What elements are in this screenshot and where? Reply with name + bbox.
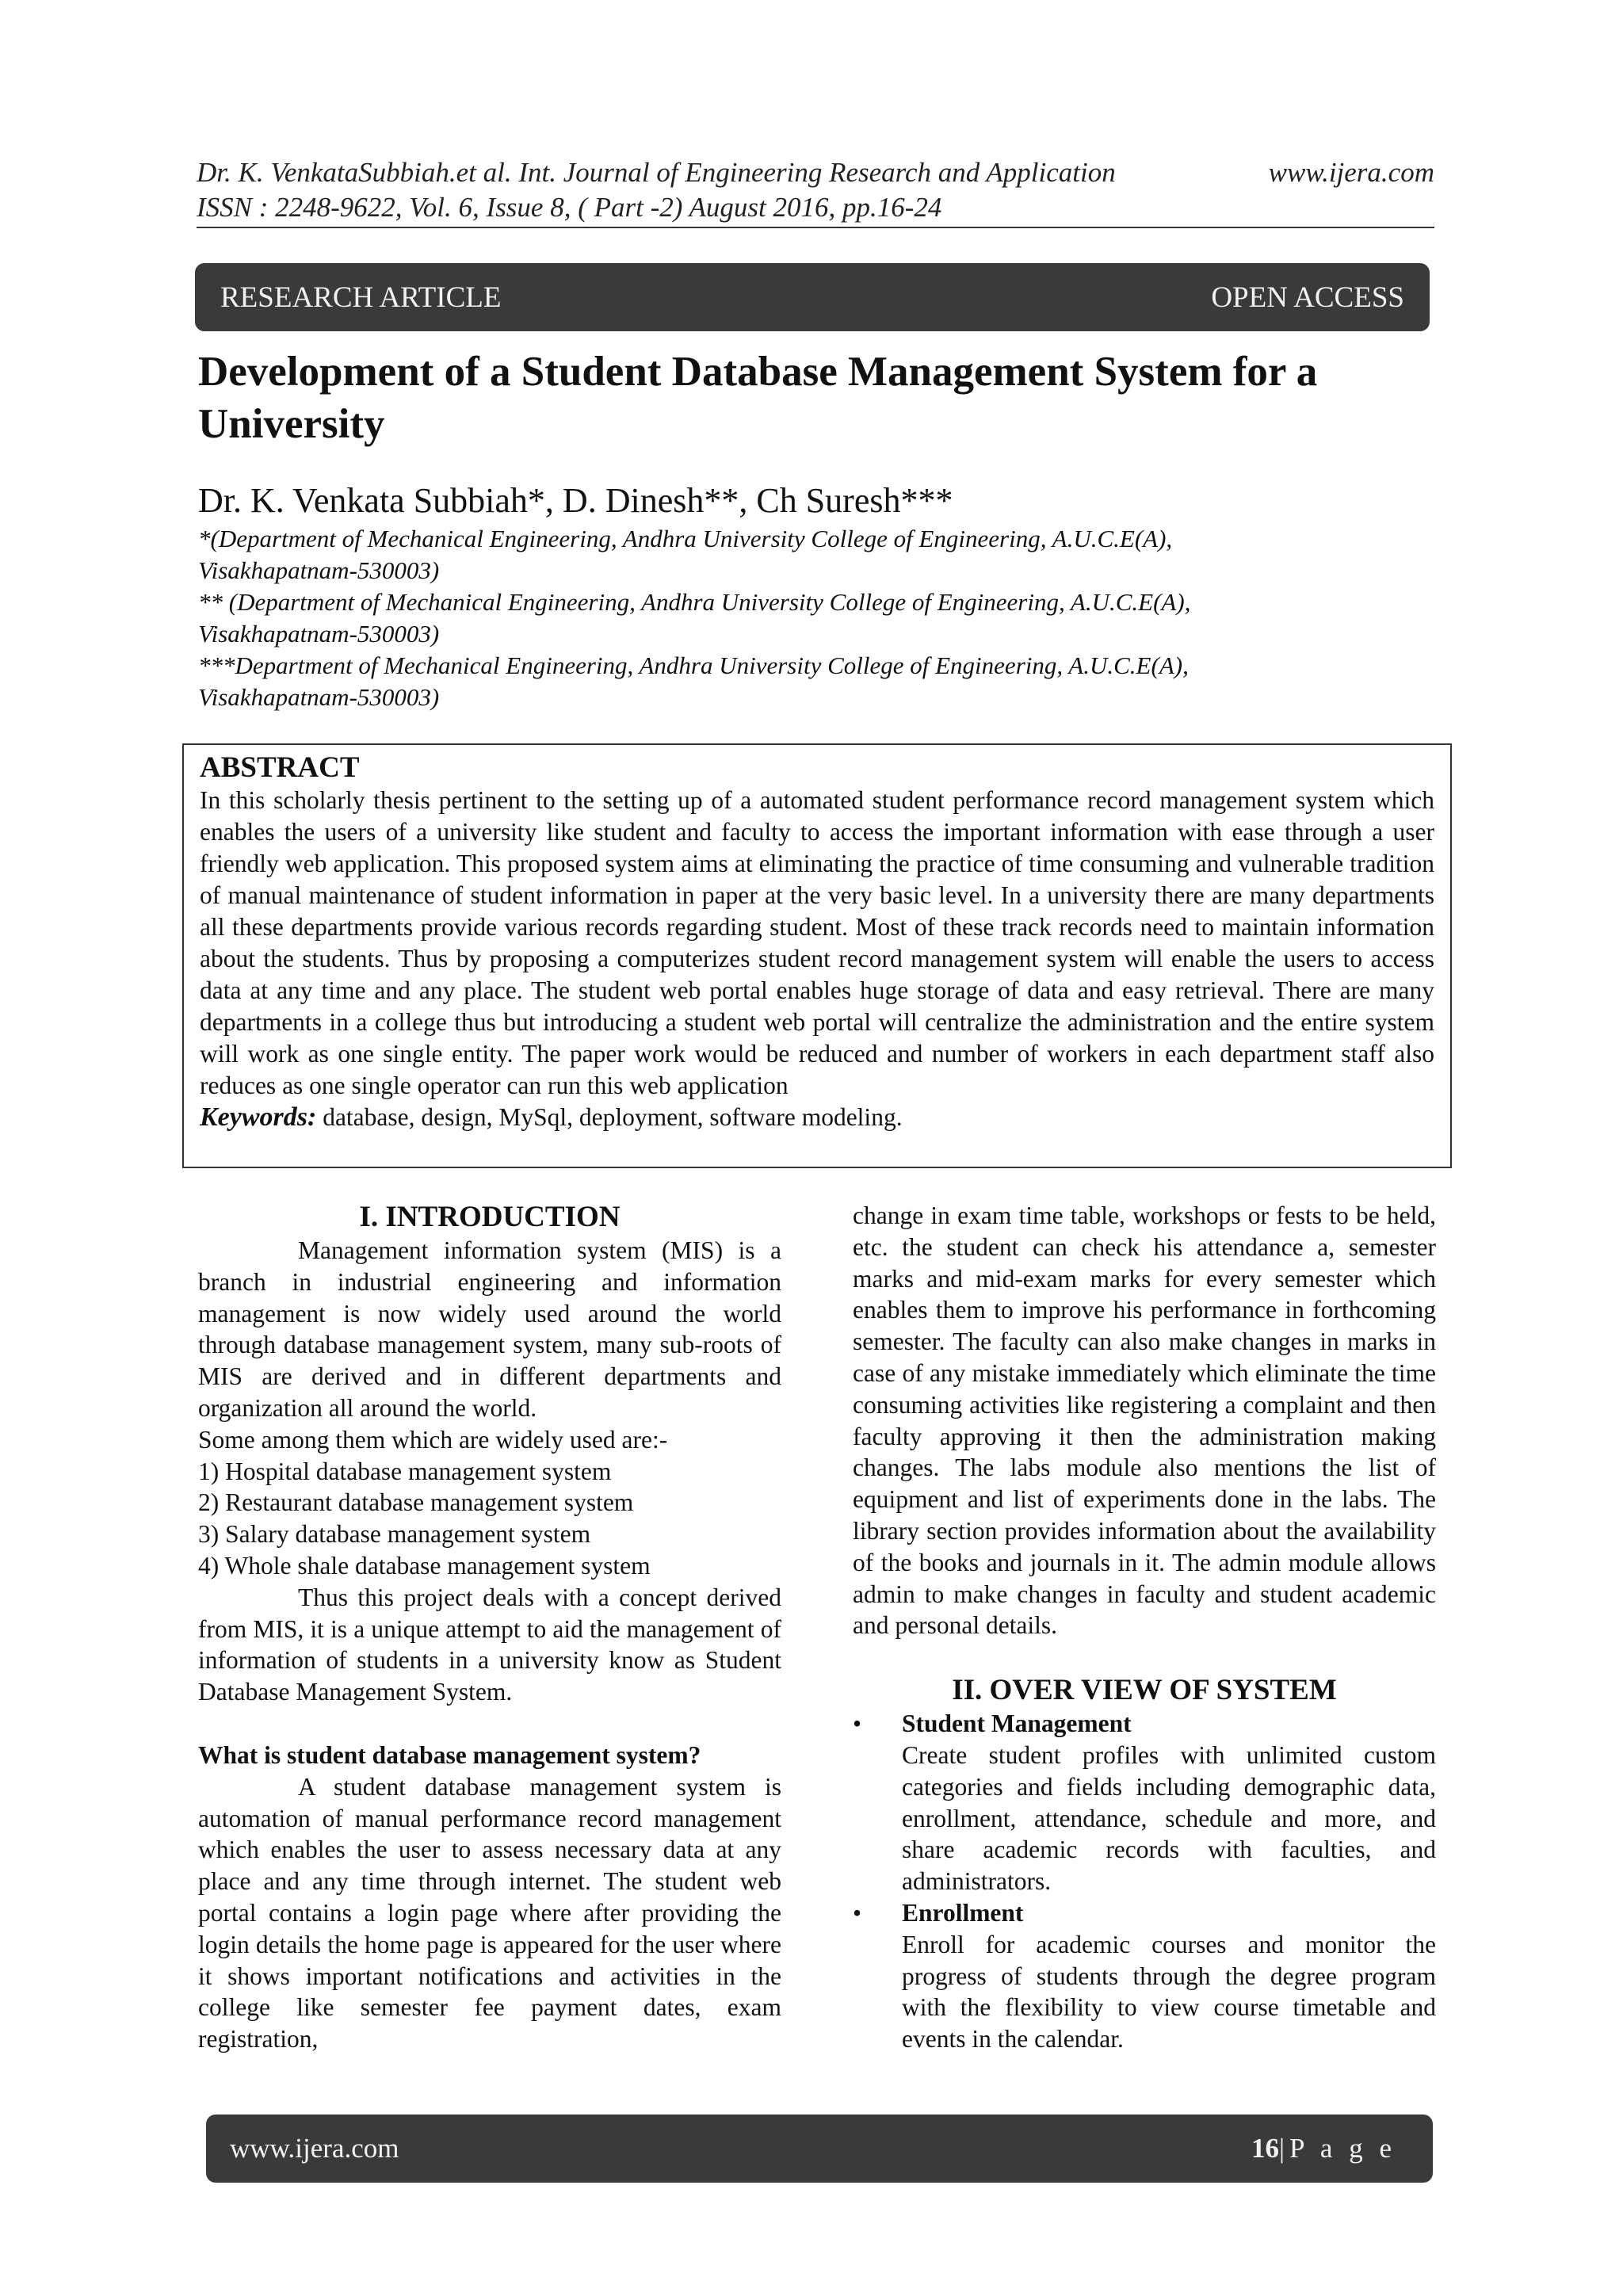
abstract-text: In this scholarly thesis pertinent to the setting up of a automated student performance record management system which enables the users of a university like student and faculty to access the important information with ease through a user friendly web application. This proposed system aims at eliminating the practice of time consuming and vulnerable tradition of manual maintenance of student information in paper at the very basic level. In a university there are many departments all these departments provide various records regarding student. Most of these track records need to maintain information about the students. Thus by proposing a computerizes student record management system will enable the users to access data at any time and any place. The student web portal enables huge storage of data and easy retrieval. There are many departments in a college thus but introducing a student web portal will centralize the administration and the entire system will work as one single entity. The paper work would be reduced and number of workers in each department staff also reduces as one single operator can run this web application — [200, 786, 1434, 1099]
bullet-text: Create student profiles with unlimited custom categories and fields including demographic data, enrollment, attendance, schedule and more, and share academic records with faculties, and administrators. — [902, 1740, 1436, 1896]
article-type-banner — [195, 263, 1430, 331]
bullet-item-student-management — [853, 1708, 1436, 1897]
introduction-heading: I. INTRODUCTION — [359, 1201, 621, 1233]
affiliation-line: *(Department of Mechanical Engineering, Andhra University College of Engineering, A.U.C.E(A), — [198, 525, 1173, 552]
issn-line: ISSN : 2248-9622, Vol. 6, Issue 8, ( Part -2) August 2016, pp.16-24 — [197, 192, 942, 223]
bullet-dot-icon: • — [853, 1710, 862, 1738]
affiliation-line: Visakhapatnam-530003) — [198, 556, 440, 584]
intro-paragraph-2: Thus this project deals with a concept derived from MIS, it is a unique attempt to aid the management of information of students in a university know as Student Database Management System. — [198, 1583, 781, 1706]
article-type-label: RESEARCH ARTICLE — [220, 281, 502, 314]
abstract-heading: ABSTRACT — [200, 751, 360, 784]
subsection-heading: What is student database management system? — [198, 1740, 701, 1769]
affiliations — [198, 523, 1434, 713]
access-type-label: OPEN ACCESS — [1211, 281, 1404, 314]
paper-title: Development of a Student Database Management System for a University — [198, 349, 1318, 447]
running-header — [197, 155, 1434, 225]
page-label: |P a g e — [1279, 2133, 1396, 2164]
page-number: 16 — [1251, 2133, 1279, 2164]
paragraph-gap — [853, 1641, 1436, 1673]
list-item: 2) Restaurant database management system — [198, 1488, 634, 1517]
left-column — [198, 1200, 781, 2055]
list-intro: Some among them which are widely used are:- — [198, 1425, 668, 1454]
keywords-line — [200, 1102, 1434, 1133]
journal-citation: Dr. K. VenkataSubbiah.et al. Int. Journal of Engineering Research and Application — [197, 157, 1116, 188]
bullet-title: Enrollment — [902, 1898, 1024, 1927]
list-item: 3) Salary database management system — [198, 1520, 591, 1549]
affiliation-line: ** (Department of Mechanical Engineering, Andhra University College of Engineering, A.U.C.E(A), — [198, 588, 1191, 616]
keywords-label: Keywords: — [200, 1102, 317, 1132]
bullet-dot-icon: • — [853, 1898, 862, 1927]
affiliation-line: ***Department of Mechanical Engineering, Andhra University College of Engineering, A.U.C.E(A), — [198, 651, 1189, 679]
list-item: 4) Whole shale database management system — [198, 1551, 651, 1580]
abstract-box — [182, 743, 1452, 1168]
keywords-text: database, design, MySql, deployment, software modeling. — [323, 1103, 903, 1131]
subsection-paragraph: A student database management system is automation of manual performance record management which enables the user to assess necessary data at any place and any time through internet. The student web portal contains a login page where after providing the login details the home page is appeared for the user where it shows important notifications and activities in the college like semester fee payment dates, exam registration, — [198, 1772, 781, 2053]
header-divider — [197, 227, 1434, 228]
author-list: Dr. K. Venkata Subbiah*, D. Dinesh**, Ch Suresh*** — [198, 481, 953, 520]
paragraph-gap — [198, 1708, 781, 1740]
page-footer — [206, 2115, 1433, 2183]
continued-paragraph: change in exam time table, workshops or fests to be held, etc. the student can check his attendance a, semester marks and mid-exam marks for every semester which enables them to improve his performance in forthcoming semester. The faculty can also make changes in marks in case of any mistake immediately which eliminate the time consuming activities like registering a complaint and then faculty approving it then the administration making changes. The labs module also mentions the list of equipment and list of experiments done in the labs. The library section provides information about the availability of the books and journals in it. The admin module allows admin to make changes in faculty and student academic and personal details. — [853, 1201, 1436, 1640]
journal-website[interactable]: www.ijera.com — [1268, 157, 1434, 188]
right-column — [853, 1200, 1436, 2055]
bullet-text: Enroll for academic courses and monitor the progress of students through the degree program with the flexibility to view course timetable and events in the calendar. — [902, 1930, 1436, 2053]
bullet-item-enrollment — [853, 1897, 1436, 2055]
list-item: 1) Hospital database management system — [198, 1457, 612, 1485]
overview-heading: II. OVER VIEW OF SYSTEM — [952, 1674, 1337, 1707]
affiliation-line: Visakhapatnam-530003) — [198, 683, 440, 711]
bullet-title: Student Management — [902, 1710, 1132, 1738]
page-indicator — [1251, 2133, 1396, 2164]
intro-paragraph-1: Management information system (MIS) is a branch in industrial engineering and information management is now widely used around the world through database management system, many sub-roots of MIS are derived and in different departments and organization all around the world. — [198, 1236, 781, 1422]
affiliation-line: Visakhapatnam-530003) — [198, 620, 440, 648]
footer-website[interactable]: www.ijera.com — [230, 2133, 399, 2164]
